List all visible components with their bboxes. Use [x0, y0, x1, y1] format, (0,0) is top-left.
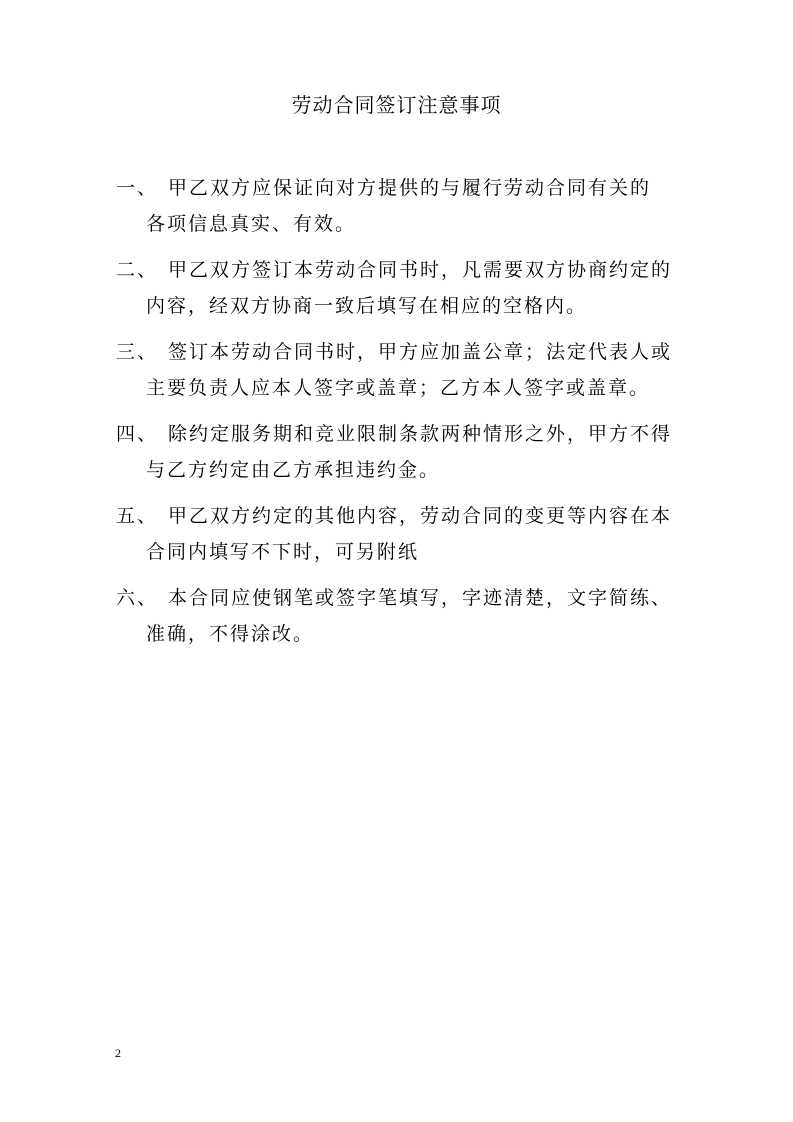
notice-item-line-1: 除约定服务期和竞业限制条款两种情形之外，甲方不得 — [168, 423, 673, 445]
notice-item-text — [146, 252, 696, 324]
notice-item-text — [146, 498, 696, 570]
notice-item-number: 三、 — [116, 341, 159, 363]
notice-item-line-1: 签订本劳动合同书时，甲方应加盖公章；法定代表人或 — [168, 341, 673, 363]
notice-item-line-1: 甲乙双方约定的其他内容，劳动合同的变更等内容在本 — [168, 505, 673, 527]
notice-item-text — [146, 334, 696, 406]
notice-item-number: 二、 — [116, 259, 159, 281]
page-number: 2 — [115, 1046, 121, 1060]
notice-item-number: 四、 — [116, 423, 159, 445]
notice-item-text — [146, 416, 696, 488]
notice-item-1 — [116, 170, 696, 242]
notice-item-4 — [116, 416, 696, 488]
notice-item-number: 六、 — [116, 587, 159, 609]
notice-list — [116, 170, 696, 662]
notice-item-3 — [116, 334, 696, 406]
notice-item-text — [146, 170, 696, 242]
notice-item-number: 一、 — [116, 177, 159, 199]
notice-item-text — [146, 580, 696, 652]
notice-item-5 — [116, 498, 696, 570]
notice-item-line-1: 甲乙双方应保证向对方提供的与履行劳动合同有关的 — [168, 177, 652, 199]
notice-item-line-2: 主要负责人应本人签字或盖章；乙方本人签字或盖章。 — [146, 377, 651, 399]
notice-item-number: 五、 — [116, 505, 159, 527]
notice-item-2 — [116, 252, 696, 324]
notice-item-line-2: 与乙方约定由乙方承担违约金。 — [146, 459, 441, 481]
notice-item-line-2: 准确，不得涂改。 — [146, 623, 315, 645]
document-title: 劳动合同签订注意事项 — [291, 93, 502, 117]
notice-item-6 — [116, 580, 696, 652]
notice-item-line-2: 合同内填写不下时，可另附纸 — [146, 541, 420, 563]
notice-item-line-1: 本合同应使钢笔或签字笔填写，字迹清楚，文字简练、 — [168, 587, 673, 609]
notice-item-line-2: 内容，经双方协商一致后填写在相应的空格内。 — [146, 295, 588, 317]
notice-item-line-2: 各项信息真实、有效。 — [146, 213, 357, 235]
notice-item-line-1: 甲乙双方签订本劳动合同书时，凡需要双方协商约定的 — [168, 259, 673, 281]
